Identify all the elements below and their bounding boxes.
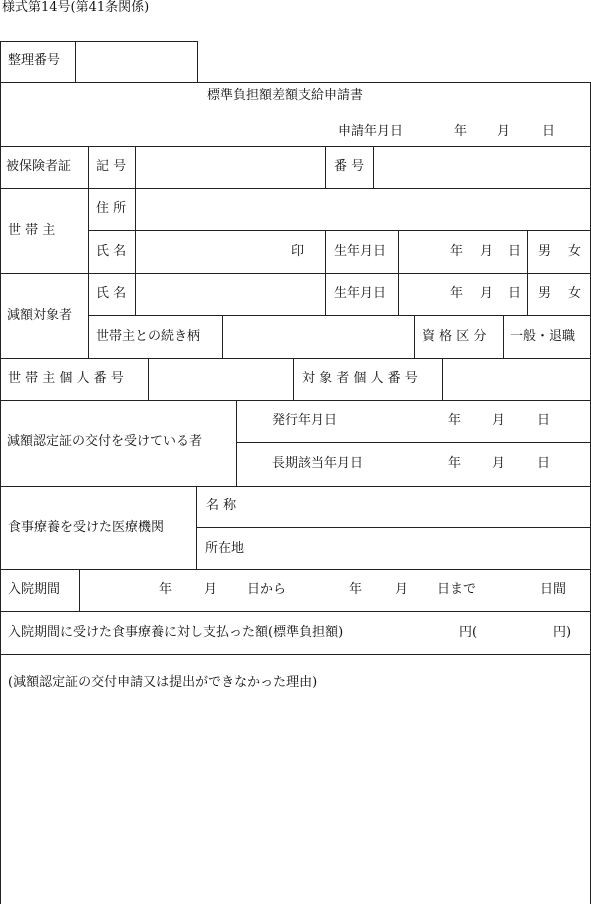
rule [0, 569, 591, 570]
householder-number-label: 世 帯 主 個 人 番 号 [8, 371, 124, 386]
payment-yen-unit: 円( [459, 625, 478, 640]
issue-date-label: 発行年月日 [272, 413, 338, 428]
institution-address-field[interactable] [260, 529, 589, 567]
col-divider [135, 273, 136, 315]
col-divider [527, 230, 528, 273]
rule [0, 611, 591, 612]
insurance-card-label: 被保険者証 [6, 159, 72, 174]
application-year-unit: 年 [454, 124, 468, 139]
serial-label: 整理番号 [8, 53, 61, 68]
subject-number-label: 対 象 者 個 人 番 号 [302, 371, 418, 386]
subject-birth-year: 年 [450, 286, 464, 301]
col-divider [135, 230, 136, 273]
col-divider [196, 486, 197, 569]
symbol-label: 記 号 [96, 159, 127, 174]
number-label: 番 号 [334, 159, 365, 174]
subject-birth-month: 月 [480, 286, 494, 301]
col-divider [373, 146, 374, 188]
col-divider [325, 230, 326, 273]
to-year-unit: 年 [349, 582, 363, 597]
institution-name-field[interactable] [260, 488, 589, 525]
col-divider [398, 230, 399, 273]
serial-divider [75, 41, 76, 82]
application-month-unit: 月 [497, 124, 511, 139]
payment-label: 入院期間に受けた食事療養に対し支払った額(標準負担額) [8, 625, 344, 640]
from-month-unit: 月 [204, 582, 218, 597]
rule [0, 358, 591, 359]
subject-birth-day: 日 [508, 286, 522, 301]
col-divider [293, 358, 294, 400]
col-divider [79, 569, 80, 611]
category-label: 資 格 区 分 [422, 329, 487, 344]
institution-name-label: 名 称 [206, 498, 237, 513]
application-date-field[interactable] [420, 118, 580, 144]
relation-label: 世帯主との続き柄 [96, 329, 201, 344]
col-divider [398, 273, 399, 315]
householder-label: 世 帯 主 [8, 223, 56, 238]
rule [88, 315, 591, 316]
application-date-label: 申請年月日 [338, 124, 404, 139]
rule [0, 486, 591, 487]
rule [236, 442, 591, 443]
col-divider [222, 315, 223, 358]
longterm-date-label: 長期該当年月日 [272, 456, 364, 471]
longterm-date-field[interactable] [380, 444, 589, 484]
householder-birth-day: 日 [508, 244, 522, 259]
days-unit: 日間 [540, 582, 567, 597]
subject-female-option[interactable]: 女 [568, 286, 582, 301]
reduction-subject-label: 減額対象者 [7, 308, 73, 323]
col-divider [442, 358, 443, 400]
householder-birth-year: 年 [450, 244, 464, 259]
from-year-unit: 年 [159, 582, 173, 597]
col-divider [325, 273, 326, 315]
householder-address-label: 住 所 [96, 201, 127, 216]
col-divider [148, 358, 149, 400]
householder-birth-month: 月 [480, 244, 494, 259]
longterm-year-unit: 年 [448, 456, 462, 471]
category-options[interactable]: 一般・退職 [510, 329, 576, 344]
institution-address-label: 所在地 [205, 541, 245, 556]
hospitalization-label: 入院期間 [8, 582, 61, 597]
col-divider [527, 273, 528, 315]
col-divider [414, 315, 415, 358]
reason-field[interactable] [2, 696, 589, 902]
payment-amount-field[interactable] [390, 613, 589, 652]
issue-month-unit: 月 [492, 413, 506, 428]
col-divider [135, 146, 136, 188]
subject-number-field[interactable] [444, 360, 589, 398]
householder-name-field[interactable] [137, 232, 287, 271]
subject-name-field[interactable] [137, 275, 323, 313]
form-title: 標準負担額差額支給申請書 [207, 88, 364, 103]
certificate-label: 減額認定証の交付を受けている者 [7, 434, 203, 449]
householder-birth-label: 生年月日 [334, 244, 387, 259]
number-field[interactable] [375, 148, 589, 186]
payment-yen-paren-unit: 円) [553, 625, 572, 640]
institution-label: 食事療養を受けた医療機関 [8, 520, 165, 535]
issue-date-field[interactable] [380, 402, 589, 440]
hospitalization-period-field[interactable] [81, 571, 589, 609]
subject-male-option[interactable]: 男 [538, 286, 552, 301]
householder-number-field[interactable] [150, 360, 291, 398]
rule [88, 230, 591, 231]
reason-label: (減額認定証の交付申請又は提出ができなかった理由) [8, 675, 318, 690]
symbol-field[interactable] [137, 148, 323, 186]
to-month-unit: 月 [395, 582, 409, 597]
householder-female-option[interactable]: 女 [568, 244, 582, 259]
col-divider [88, 146, 89, 358]
to-day-unit: 日まで [437, 582, 477, 597]
col-divider [135, 188, 136, 230]
col-divider [503, 315, 504, 358]
householder-male-option[interactable]: 男 [538, 244, 552, 259]
issue-year-unit: 年 [448, 413, 462, 428]
longterm-month-unit: 月 [492, 456, 506, 471]
seal-mark: 印 [291, 244, 305, 259]
rule [0, 400, 591, 401]
application-day-unit: 日 [542, 124, 556, 139]
from-day-unit: 日から [247, 582, 287, 597]
subject-birth-label: 生年月日 [334, 286, 387, 301]
rule [196, 527, 591, 528]
issue-day-unit: 日 [537, 413, 551, 428]
householder-name-label: 氏 名 [96, 244, 127, 259]
col-divider [325, 146, 326, 188]
longterm-day-unit: 日 [537, 456, 551, 471]
col-divider [236, 400, 237, 486]
relation-field[interactable] [224, 317, 412, 356]
serial-number-field[interactable] [77, 43, 195, 81]
householder-address-field[interactable] [137, 190, 589, 228]
form-id: 様式第14号(第41条関係) [2, 0, 150, 15]
rule [0, 654, 591, 655]
subject-name-label: 氏 名 [96, 286, 127, 301]
